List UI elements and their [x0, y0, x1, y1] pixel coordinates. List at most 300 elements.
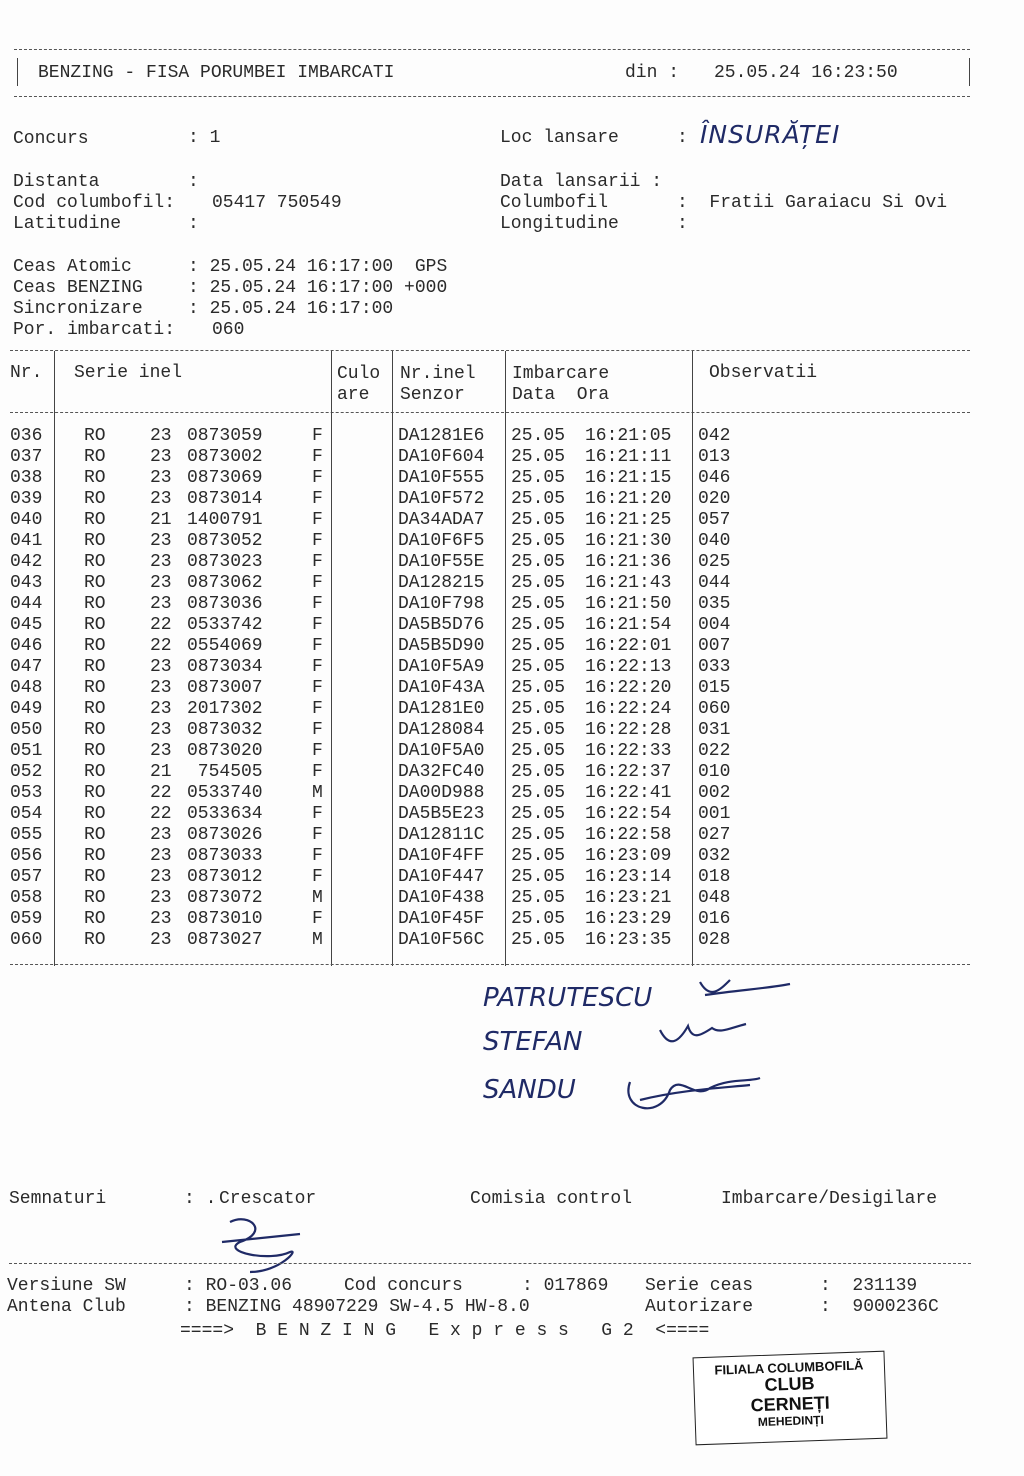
cell-country: RO [84, 636, 106, 656]
cell-sex: M [312, 783, 323, 803]
cell-date: 25.05 [511, 426, 566, 446]
autorizare-label: Autorizare [645, 1297, 754, 1317]
cell-date: 25.05 [511, 573, 566, 593]
cell-date: 25.05 [511, 804, 566, 824]
cell-ring: 0873012 [187, 867, 263, 887]
cell-ring: 0873020 [187, 741, 263, 761]
cell-nr: 048 [10, 678, 43, 698]
por-imbarcati-value: 060 [212, 320, 245, 340]
cell-country: RO [84, 804, 106, 824]
table-row [0, 447, 760, 468]
cell-sex: F [312, 636, 323, 656]
cell-nr: 056 [10, 846, 43, 866]
cell-time: 16:21:36 [585, 552, 672, 572]
cell-obs: 002 [698, 783, 731, 803]
cell-ring: 1400791 [187, 510, 263, 530]
antena-club-label: Antena Club [7, 1297, 126, 1317]
cell-ring: 0873002 [187, 447, 263, 467]
cell-time: 16:22:28 [585, 720, 672, 740]
cell-nr: 057 [10, 867, 43, 887]
cell-date: 25.05 [511, 825, 566, 845]
table-row [0, 594, 760, 615]
cell-sex: F [312, 510, 323, 530]
table-row [0, 573, 760, 594]
cell-ring: 0873023 [187, 552, 263, 572]
cell-year: 23 [150, 909, 172, 929]
cell-obs: 046 [698, 468, 731, 488]
cell-sensor: DA10F45F [398, 909, 485, 929]
cell-year: 22 [150, 615, 172, 635]
table-row [0, 846, 760, 867]
table-row [0, 762, 760, 783]
distanta-label: Distanta [13, 172, 100, 192]
cell-time: 16:21:54 [585, 615, 672, 635]
cell-year: 23 [150, 930, 172, 950]
cell-sensor: DA10F4FF [398, 846, 485, 866]
din-label: din : [625, 63, 680, 83]
cell-time: 16:22:41 [585, 783, 672, 803]
cell-obs: 007 [698, 636, 731, 656]
handwritten-signatures [600, 970, 820, 1130]
cell-nr: 049 [10, 699, 43, 719]
cell-sensor: DA10F5A9 [398, 657, 485, 677]
cell-year: 23 [150, 825, 172, 845]
table-top-border [10, 350, 970, 351]
cell-time: 16:22:13 [585, 657, 672, 677]
cell-nr: 060 [10, 930, 43, 950]
cod-columbofil-value: 05417 750549 [212, 193, 342, 213]
cell-obs: 028 [698, 930, 731, 950]
cell-ring: 0554069 [187, 636, 263, 656]
cell-country: RO [84, 888, 106, 908]
cell-obs: 035 [698, 594, 731, 614]
cell-time: 16:21:11 [585, 447, 672, 467]
cell-date: 25.05 [511, 636, 566, 656]
cell-year: 23 [150, 720, 172, 740]
cell-year: 23 [150, 846, 172, 866]
cell-country: RO [84, 594, 106, 614]
cell-nr: 054 [10, 804, 43, 824]
col-header-culoare-1: Culo [337, 364, 381, 384]
cell-sex: F [312, 531, 323, 551]
loc-lansare-label: Loc lansare [500, 128, 619, 148]
ceas-atomic-value: : 25.05.24 16:17:00 GPS [188, 257, 448, 277]
cell-year: 23 [150, 867, 172, 887]
cell-sex: F [312, 804, 323, 824]
cell-year: 23 [150, 552, 172, 572]
cell-time: 16:21:15 [585, 468, 672, 488]
cell-obs: 042 [698, 426, 731, 446]
cell-country: RO [84, 762, 106, 782]
table-row [0, 867, 760, 888]
comisia-control-label: Comisia control [470, 1189, 633, 1209]
cell-nr: 038 [10, 468, 43, 488]
table-row [0, 657, 760, 678]
table-row [0, 888, 760, 909]
cell-date: 25.05 [511, 468, 566, 488]
cell-date: 25.05 [511, 720, 566, 740]
cell-year: 22 [150, 636, 172, 656]
cell-country: RO [84, 489, 106, 509]
col-header-nr-inel-2: Senzor [400, 385, 465, 405]
table-bottom-border [10, 964, 970, 965]
cell-nr: 040 [10, 510, 43, 530]
cell-sex: F [312, 678, 323, 698]
serie-ceas-label: Serie ceas [645, 1276, 754, 1296]
cell-date: 25.05 [511, 741, 566, 761]
cell-sensor: DA10F604 [398, 447, 485, 467]
cell-time: 16:21:30 [585, 531, 672, 551]
cell-nr: 046 [10, 636, 43, 656]
latitudine-label: Latitudine [13, 214, 122, 234]
data-lansarii-label: Data lansarii : [500, 172, 663, 192]
cell-country: RO [84, 678, 106, 698]
cell-obs: 013 [698, 447, 731, 467]
cell-sensor: DA5B5D76 [398, 615, 485, 635]
cell-year: 23 [150, 447, 172, 467]
stamp-line-2: CLUB [764, 1373, 815, 1396]
versiune-sw-label: Versiune SW [7, 1276, 126, 1296]
cell-sensor: DA128084 [398, 720, 485, 740]
cell-time: 16:23:21 [585, 888, 672, 908]
cell-sex: F [312, 657, 323, 677]
cell-nr: 042 [10, 552, 43, 572]
cell-nr: 041 [10, 531, 43, 551]
cell-sensor: DA5B5E23 [398, 804, 485, 824]
cell-nr: 053 [10, 783, 43, 803]
cell-country: RO [84, 657, 106, 677]
table-row [0, 510, 760, 531]
cell-time: 16:22:20 [585, 678, 672, 698]
header-bottom-border [14, 96, 970, 97]
cell-nr: 044 [10, 594, 43, 614]
table-row [0, 825, 760, 846]
cell-sensor: DA10F438 [398, 888, 485, 908]
semnaturi-sep: : . [184, 1189, 217, 1209]
cell-nr: 039 [10, 489, 43, 509]
concurs-label: Concurs [13, 129, 89, 149]
cell-country: RO [84, 426, 106, 446]
cell-ring: 0873034 [187, 657, 263, 677]
cell-sex: F [312, 825, 323, 845]
table-row [0, 678, 760, 699]
cell-date: 25.05 [511, 846, 566, 866]
cell-nr: 051 [10, 741, 43, 761]
cell-country: RO [84, 615, 106, 635]
loc-lansare-handwritten: ÎNSURĂȚEI [700, 120, 841, 149]
table-header-bottom-border [10, 412, 970, 413]
cell-year: 23 [150, 489, 172, 509]
handwritten-name-1: PATRUTESCU [483, 983, 653, 1013]
cell-nr: 055 [10, 825, 43, 845]
stamp-line-1: FILIALA COLUMBOFILĂ [714, 1357, 864, 1378]
cell-time: 16:21:20 [585, 489, 672, 509]
cell-date: 25.05 [511, 510, 566, 530]
cell-sensor: DA1281E6 [398, 426, 485, 446]
table-row [0, 783, 760, 804]
handwritten-name-3: SANDU [483, 1075, 576, 1105]
col-header-nr: Nr. [10, 363, 43, 383]
cell-year: 23 [150, 741, 172, 761]
din-value: 25.05.24 16:23:50 [714, 63, 898, 83]
cell-time: 16:22:37 [585, 762, 672, 782]
cell-date: 25.05 [511, 867, 566, 887]
cell-country: RO [84, 783, 106, 803]
cell-sex: M [312, 930, 323, 950]
table-row [0, 741, 760, 762]
cell-date: 25.05 [511, 657, 566, 677]
col-header-nr-inel-1: Nr.inel [400, 364, 476, 384]
table-row [0, 636, 760, 657]
cell-ring: 754505 [187, 762, 263, 782]
cell-time: 16:22:58 [585, 825, 672, 845]
crescator-label: Crescator [219, 1189, 317, 1209]
cell-obs: 016 [698, 909, 731, 929]
imbarcare-desigilare-label: Imbarcare/Desigilare [721, 1189, 938, 1209]
cell-year: 23 [150, 678, 172, 698]
cell-ring: 0873059 [187, 426, 263, 446]
cell-year: 23 [150, 657, 172, 677]
table-row [0, 552, 760, 573]
cell-ring: 0873072 [187, 888, 263, 908]
cell-country: RO [84, 573, 106, 593]
cell-nr: 036 [10, 426, 43, 446]
table-row [0, 720, 760, 741]
cell-obs: 048 [698, 888, 731, 908]
cod-columbofil-label: Cod columbofil: [13, 193, 176, 213]
cell-time: 16:21:43 [585, 573, 672, 593]
ceas-benzing-value: : 25.05.24 16:17:00 +000 [188, 278, 448, 298]
cell-obs: 033 [698, 657, 731, 677]
cell-date: 25.05 [511, 489, 566, 509]
cell-sensor: DA10F55E [398, 552, 485, 572]
document-title: BENZING - FISA PORUMBEI IMBARCATI [38, 63, 395, 83]
cell-year: 23 [150, 699, 172, 719]
cell-sensor: DA10F447 [398, 867, 485, 887]
cell-obs: 015 [698, 678, 731, 698]
stamp-line-4: MEHEDINȚI [757, 1412, 825, 1430]
cell-sex: F [312, 489, 323, 509]
cell-ring: 0533740 [187, 783, 263, 803]
cell-sex: F [312, 447, 323, 467]
cell-ring: 0873033 [187, 846, 263, 866]
cell-sensor: DA10F43A [398, 678, 485, 698]
cell-date: 25.05 [511, 594, 566, 614]
cell-year: 23 [150, 888, 172, 908]
cell-ring: 0873026 [187, 825, 263, 845]
cell-ring: 0873032 [187, 720, 263, 740]
table-row [0, 426, 760, 447]
cell-sensor: DA5B5D90 [398, 636, 485, 656]
table-row [0, 909, 760, 930]
table-row [0, 804, 760, 825]
cell-sensor: DA10F555 [398, 468, 485, 488]
cell-year: 23 [150, 468, 172, 488]
cell-obs: 001 [698, 804, 731, 824]
cell-sensor: DA128215 [398, 573, 485, 593]
cell-sex: F [312, 762, 323, 782]
cell-ring: 0533742 [187, 615, 263, 635]
cell-date: 25.05 [511, 699, 566, 719]
club-stamp [693, 1351, 888, 1446]
cell-country: RO [84, 741, 106, 761]
cell-country: RO [84, 846, 106, 866]
cell-sensor: DA10F798 [398, 594, 485, 614]
cell-obs: 057 [698, 510, 731, 530]
col-header-observatii: Observatii [709, 363, 818, 383]
cell-date: 25.05 [511, 552, 566, 572]
cell-date: 25.05 [511, 930, 566, 950]
antena-club-value: : BENZING 48907229 SW-4.5 HW-8.0 [184, 1297, 530, 1317]
cell-obs: 044 [698, 573, 731, 593]
cell-sensor: DA00D988 [398, 783, 485, 803]
cell-obs: 025 [698, 552, 731, 572]
cell-year: 21 [150, 762, 172, 782]
cell-time: 16:23:14 [585, 867, 672, 887]
table-row [0, 930, 760, 951]
cell-year: 23 [150, 594, 172, 614]
cell-sex: F [312, 846, 323, 866]
stamp-line-3: CERNEȚI [750, 1392, 831, 1416]
cell-time: 16:21:50 [585, 594, 672, 614]
benzing-brand-line: ====> B E N Z I N G E x p r e s s G 2 <==== [180, 1321, 710, 1341]
cell-country: RO [84, 447, 106, 467]
sincronizare-label: Sincronizare [13, 299, 143, 319]
cell-sensor: DA32FC40 [398, 762, 485, 782]
cell-sensor: DA1281E0 [398, 699, 485, 719]
table-row [0, 489, 760, 510]
cell-date: 25.05 [511, 447, 566, 467]
cell-sex: F [312, 573, 323, 593]
cell-obs: 010 [698, 762, 731, 782]
cell-year: 22 [150, 804, 172, 824]
sincronizare-value: : 25.05.24 16:17:00 [188, 299, 394, 319]
cell-obs: 004 [698, 615, 731, 635]
cell-time: 16:22:54 [585, 804, 672, 824]
cell-sensor: DA10F56C [398, 930, 485, 950]
table-row [0, 615, 760, 636]
cell-country: RO [84, 867, 106, 887]
cell-nr: 047 [10, 657, 43, 677]
cell-ring: 0873007 [187, 678, 263, 698]
autorizare-value: : 9000236C [820, 1297, 939, 1317]
cell-nr: 037 [10, 447, 43, 467]
cell-obs: 022 [698, 741, 731, 761]
cell-sex: M [312, 888, 323, 908]
cell-year: 23 [150, 531, 172, 551]
loc-lansare-sep: : [677, 128, 688, 148]
handwritten-name-2: STEFAN [483, 1027, 583, 1057]
cell-date: 25.05 [511, 909, 566, 929]
cell-ring: 0873062 [187, 573, 263, 593]
col-header-culoare-2: are [337, 385, 370, 405]
cell-ring: 0533634 [187, 804, 263, 824]
header-top-border [14, 49, 970, 50]
cell-ring: 0873014 [187, 489, 263, 509]
cell-nr: 043 [10, 573, 43, 593]
header-right-border [969, 58, 970, 86]
cell-country: RO [84, 909, 106, 929]
cell-nr: 050 [10, 720, 43, 740]
cell-date: 25.05 [511, 783, 566, 803]
cell-country: RO [84, 552, 106, 572]
serie-ceas-value: : 231139 [820, 1276, 918, 1296]
longitudine-label: Longitudine [500, 214, 619, 234]
semnaturi-label: Semnaturi [9, 1189, 107, 1209]
cell-sex: F [312, 426, 323, 446]
columbofil-value: : Fratii Garaiacu Si Ovi [677, 193, 948, 213]
cell-year: 22 [150, 783, 172, 803]
cell-time: 16:22:33 [585, 741, 672, 761]
table-row [0, 468, 760, 489]
cod-concurs-value: : 017869 [522, 1276, 609, 1296]
cell-date: 25.05 [511, 531, 566, 551]
columbofil-label: Columbofil [500, 193, 609, 213]
cell-obs: 020 [698, 489, 731, 509]
ceas-benzing-label: Ceas BENZING [13, 278, 143, 298]
cell-country: RO [84, 531, 106, 551]
cell-time: 16:23:35 [585, 930, 672, 950]
cell-ring: 0873052 [187, 531, 263, 551]
cell-nr: 052 [10, 762, 43, 782]
cell-country: RO [84, 510, 106, 530]
cell-sex: F [312, 699, 323, 719]
cell-time: 16:22:01 [585, 636, 672, 656]
cell-nr: 058 [10, 888, 43, 908]
latitudine-sep: : [188, 214, 199, 234]
cod-concurs-label: Cod concurs [344, 1276, 463, 1296]
cell-country: RO [84, 825, 106, 845]
cell-nr: 059 [10, 909, 43, 929]
cell-sensor: DA10F5A0 [398, 741, 485, 761]
cell-time: 16:23:29 [585, 909, 672, 929]
cell-country: RO [84, 468, 106, 488]
cell-country: RO [84, 699, 106, 719]
cell-ring: 0873069 [187, 468, 263, 488]
cell-sensor: DA12811C [398, 825, 485, 845]
distanta-sep: : [188, 172, 199, 192]
cell-time: 16:21:05 [585, 426, 672, 446]
header-left-border [17, 58, 18, 86]
cell-date: 25.05 [511, 888, 566, 908]
crescator-signature [210, 1212, 310, 1282]
col-header-imbarcare-2: Data Ora [512, 385, 610, 405]
col-header-imbarcare-1: Imbarcare [512, 364, 610, 384]
concurs-value: : 1 [188, 128, 221, 148]
cell-country: RO [84, 720, 106, 740]
cell-obs: 027 [698, 825, 731, 845]
cell-sex: F [312, 468, 323, 488]
cell-sensor: DA34ADA7 [398, 510, 485, 530]
cell-sex: F [312, 594, 323, 614]
versiune-sw-value: : RO-03.06 [184, 1276, 293, 1296]
cell-obs: 060 [698, 699, 731, 719]
cell-sex: F [312, 909, 323, 929]
col-header-serie-inel: Serie inel [74, 363, 183, 383]
cell-year: 23 [150, 426, 172, 446]
cell-sex: F [312, 867, 323, 887]
cell-obs: 040 [698, 531, 731, 551]
cell-sensor: DA10F6F5 [398, 531, 485, 551]
cell-time: 16:21:25 [585, 510, 672, 530]
cell-sex: F [312, 741, 323, 761]
cell-ring: 2017302 [187, 699, 263, 719]
cell-date: 25.05 [511, 615, 566, 635]
table-row [0, 531, 760, 552]
cell-sex: F [312, 552, 323, 572]
longitudine-sep: : [677, 214, 688, 234]
table-row [0, 699, 760, 720]
